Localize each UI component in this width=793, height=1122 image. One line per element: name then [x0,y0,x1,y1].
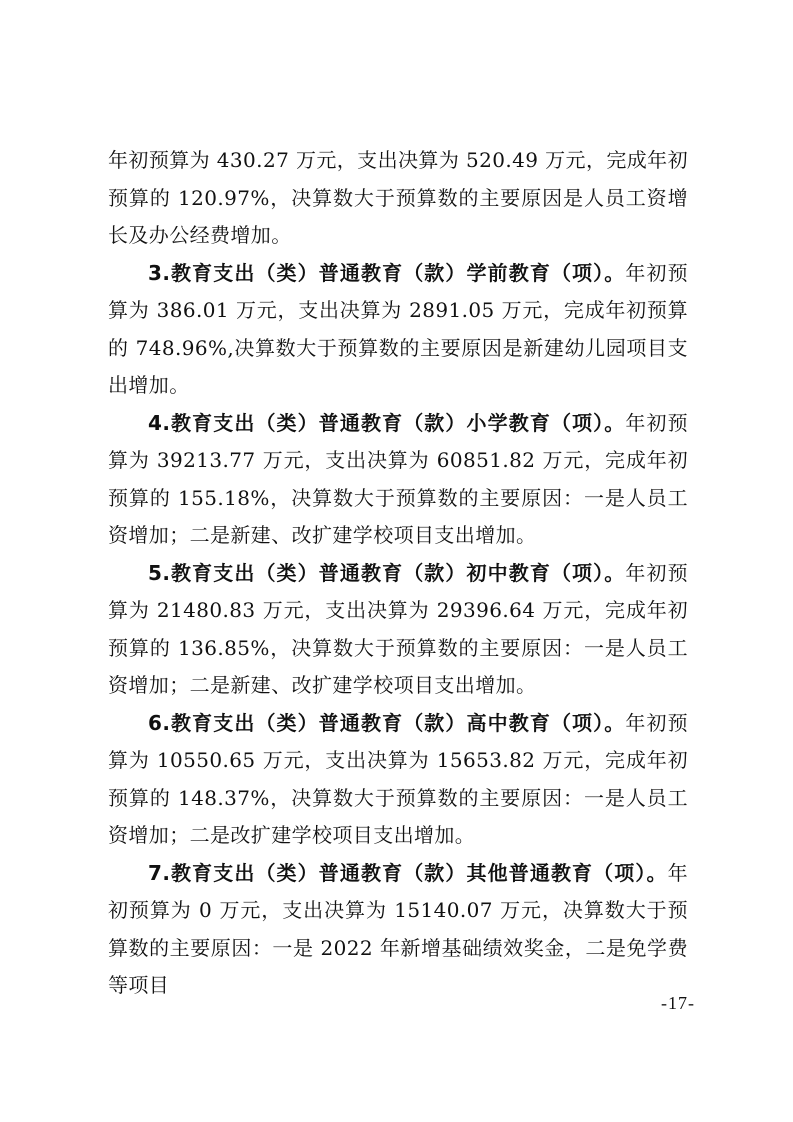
paragraph-text: 年初预算为 386.01 万元，支出决算为 2891.05 万元，完成年初预算的 748.96%,决算数大于预算数的主要原因是新建幼儿园项目支出增加。 [108,260,688,397]
paragraph-heading: 5.教育支出（类）普通教育（款）初中教育（项）。 [148,560,626,585]
paragraph-heading: 6.教育支出（类）普通教育（款）高中教育（项）。 [148,710,626,735]
page-number: -17- [661,993,695,1013]
paragraph-continued [108,142,688,255]
paragraph-heading: 4.教育支出（类）普通教育（款）小学教育（项）。 [148,410,626,435]
paragraph-primary-education [108,405,688,555]
paragraph-text: 年初预算为 10550.65 万元，支出决算为 15653.82 万元，完成年初预算的 148.37%，决算数大于预算数的主要原因：一是人员工资增加；二是改扩建学校项目支出增加。 [108,710,688,847]
document-body [108,142,688,1005]
paragraph-heading: 3.教育支出（类）普通教育（款）学前教育（项）。 [148,260,626,285]
paragraph-preschool-education [108,255,688,405]
paragraph-other-general-education [108,855,688,1005]
paragraph-text: 年初预算为 39213.77 万元，支出决算为 60851.82 万元，完成年初预算的 155.18%，决算数大于预算数的主要原因：一是人员工资增加；二是新建、改扩建学校项目支出增加。 [108,410,688,547]
paragraph-heading: 7.教育支出（类）普通教育（款）其他普通教育（项）。 [148,860,668,885]
paragraph-text: 年初预算为 430.27 万元，支出决算为 520.49 万元，完成年初预算的 120.97%，决算数大于预算数的主要原因是人员工资增长及办公经费增加。 [108,148,688,247]
paragraph-text: 年初预算为 21480.83 万元，支出决算为 29396.64 万元，完成年初预算的 136.85%，决算数大于预算数的主要原因：一是人员工资增加；二是新建、改扩建学校项目支出增加。 [108,560,688,697]
paragraph-senior-high-education [108,705,688,855]
paragraph-junior-high-education [108,555,688,705]
paragraph-text: 年初预算为 0 万元，支出决算为 15140.07 万元，决算数大于预算数的主要原因：一是 2022 年新增基础绩效奖金，二是免学费等项目 [108,860,688,997]
